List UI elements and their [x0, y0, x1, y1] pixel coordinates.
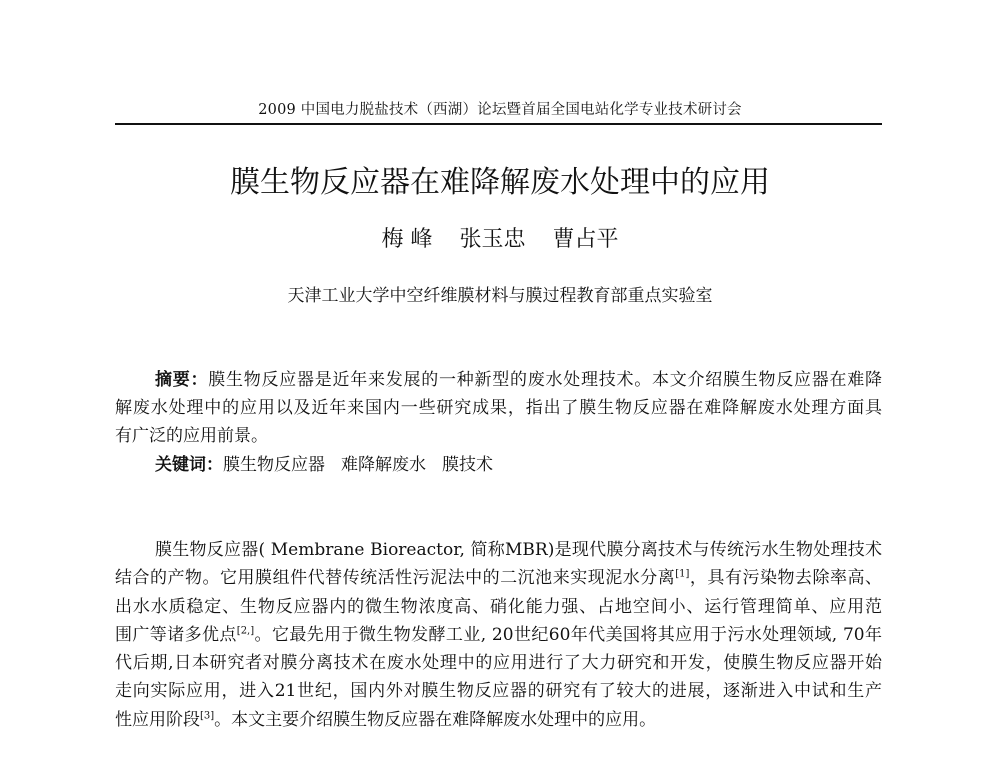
author-1: 梅 峰 [381, 227, 433, 252]
body-line: 走向实际应用，进入21世纪，国内外对膜生物反应器的研究有了较大的进展，逐渐进入中试和生产 [115, 681, 882, 702]
body-line: 出水水质稳定、生物反应器内的微生物浓度高、硝化能力强、占地空间小、运行管理简单、应用范 [115, 596, 882, 617]
author-list [0, 225, 1000, 255]
body-line [115, 706, 882, 734]
body-text: 围广等诸多优点 [115, 624, 237, 645]
author-3: 曹占平 [552, 227, 619, 252]
body-text: 结合的产物。它用膜组件代替传统活性污泥法中的二沉池来实现泥水分离 [115, 568, 676, 589]
keywords [115, 451, 882, 479]
author-2: 张玉忠 [459, 227, 526, 252]
body-line: 代后期,日本研究者对膜分离技术在废水处理中的应用进行了大力研究和开发，使膜生物反应器开始 [115, 653, 882, 674]
conference-header: 2009 中国电力脱盐技术（西湖）论坛暨首届全国电站化学专业技术研讨会 [258, 102, 742, 118]
keywords-label: 关键词： [155, 455, 223, 475]
body-text: 。本文主要介绍膜生物反应器在难降解废水处理中的应用。 [214, 709, 657, 730]
abstract-line [115, 366, 882, 394]
body-text: 。它最先用于微生物发酵工业, 20世纪60年代美国将其应用于污水处理领域, 70年 [254, 624, 882, 645]
body-text: 性应用阶段 [115, 709, 200, 730]
body-line: 膜生物反应器( Membrane Bioreactor, 简称MBR)是现代膜分离技术与传统污水生物处理技术 [155, 540, 882, 560]
body-text: ，具有污染物去除率高、 [689, 568, 882, 589]
citation: [3] [200, 710, 215, 722]
keyword-item: 膜技术 [442, 455, 493, 475]
abstract-line: 解废水处理中的应用以及近年来国内一些研究成果，指出了膜生物反应器在难降解废水处理方面具 [115, 398, 882, 418]
abstract-line: 有广泛的应用前景。 [115, 426, 268, 446]
body-line [115, 564, 882, 592]
body-paragraph [115, 536, 882, 734]
keyword-item: 膜生物反应器 [223, 455, 325, 475]
header-rule [115, 123, 882, 125]
keyword-item: 难降解废水 [341, 455, 426, 475]
abstract-text: 膜生物反应器是近年来发展的一种新型的废水处理技术。本文介绍膜生物反应器在难降 [208, 370, 882, 390]
citation: [2,] [236, 625, 255, 637]
body-line [115, 621, 882, 649]
citation: [1] [675, 568, 690, 580]
affiliation: 天津工业大学中空纤维膜材料与膜过程教育部重点实验室 [287, 286, 713, 306]
abstract-label: 摘要： [155, 370, 209, 390]
abstract [115, 366, 882, 450]
paper-title: 膜生物反应器在难降解废水处理中的应用 [230, 165, 770, 200]
